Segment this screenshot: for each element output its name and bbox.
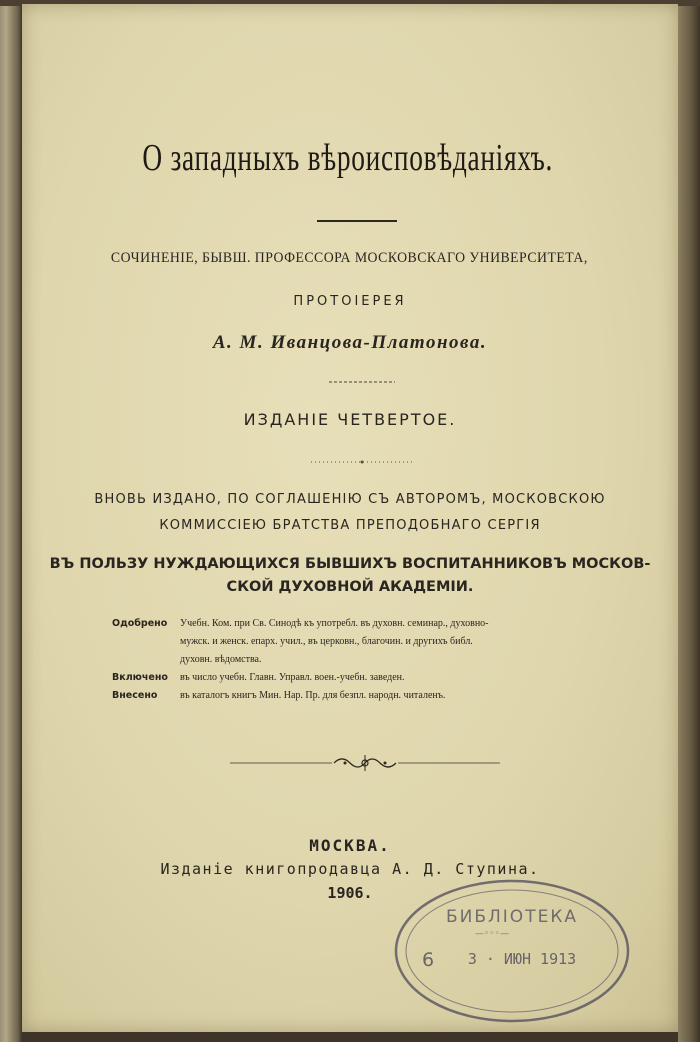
approval-text: въ каталогъ книгъ Мин. Нар. Пр. для безпл. народн. читаленъ. [180, 690, 446, 701]
approval-row [112, 615, 632, 633]
library-stamp-icon [392, 876, 632, 1026]
small-ornament-icon [327, 377, 397, 387]
stamp-date: 3 · ИЮН 1913 [467, 950, 577, 968]
book-edge [678, 0, 700, 1042]
svg-text:—◦◦◦—: —◦◦◦— [475, 929, 509, 939]
edition: ИЗДАНІЕ ЧЕТВЕРТОЕ. [243, 410, 457, 429]
imprint-year: 1906. [327, 884, 373, 902]
approval-label: Одобрено [112, 618, 168, 629]
dotted-ornament-icon [307, 456, 417, 468]
approvals-block [112, 615, 632, 705]
publication-note-line-2: КОММИССІЕЮ БРАТСТВА ПРЕПОДОБНАГО СЕРГІЯ [159, 518, 541, 533]
stamp-text: БИБЛІОТЕКА [445, 907, 579, 927]
approval-continuation: мужск. и женск. епарх. учил., въ церковн., благочин. и другихъ библ. [180, 636, 473, 647]
approval-row [112, 687, 632, 705]
beneficiary-line-2: СКОЙ ДУХОВНОЙ АКАДЕМІИ. [226, 579, 474, 595]
approval-text: Учебн. Ком. при Св. Синодѣ къ употребл. въ духовн. семинар., духовно- [180, 618, 489, 629]
approval-label: Внесено [112, 690, 158, 701]
beneficiary-line-1: ВЪ ПОЛЬЗУ НУЖДАЮЩИХСЯ БЫВШИХЪ ВОСПИТАННИКОВЪ МОСКОВ- [49, 556, 651, 572]
approval-text: въ число учебн. Главн. Управл. воен.-учебн. заведен. [180, 672, 405, 683]
fleuron-ornament-icon [230, 752, 500, 774]
book-title: О западныхъ вѣроисповѣданіяхъ. [142, 137, 554, 179]
approval-label: Включено [112, 672, 168, 683]
approval-continuation: духовн. вѣдомства. [180, 654, 262, 665]
approval-row [112, 669, 632, 687]
title-page [22, 4, 678, 1032]
subtitle-line-2: ПРОТОІЕРЕЯ [293, 294, 407, 309]
subtitle-line-1: СОЧИНЕНІЕ, БЫВШ. ПРОФЕССОРА МОСКОВСКАГО УНИВЕРСИТЕТА, [110, 250, 588, 266]
title-rule [317, 220, 397, 222]
publication-note-line-1: ВНОВЬ ИЗДАНО, ПО СОГЛАШЕНІЮ СЪ АВТОРОМЪ, МОСКОВСКОЮ [94, 492, 606, 507]
imprint-city: МОСКВА. [309, 836, 391, 855]
author-name: А. М. Иванцова-Платонова. [212, 332, 488, 353]
stamp-number: 6 [421, 949, 435, 971]
imprint-publisher: Изданіе книгопродавца А. Д. Ступина. [160, 860, 540, 878]
